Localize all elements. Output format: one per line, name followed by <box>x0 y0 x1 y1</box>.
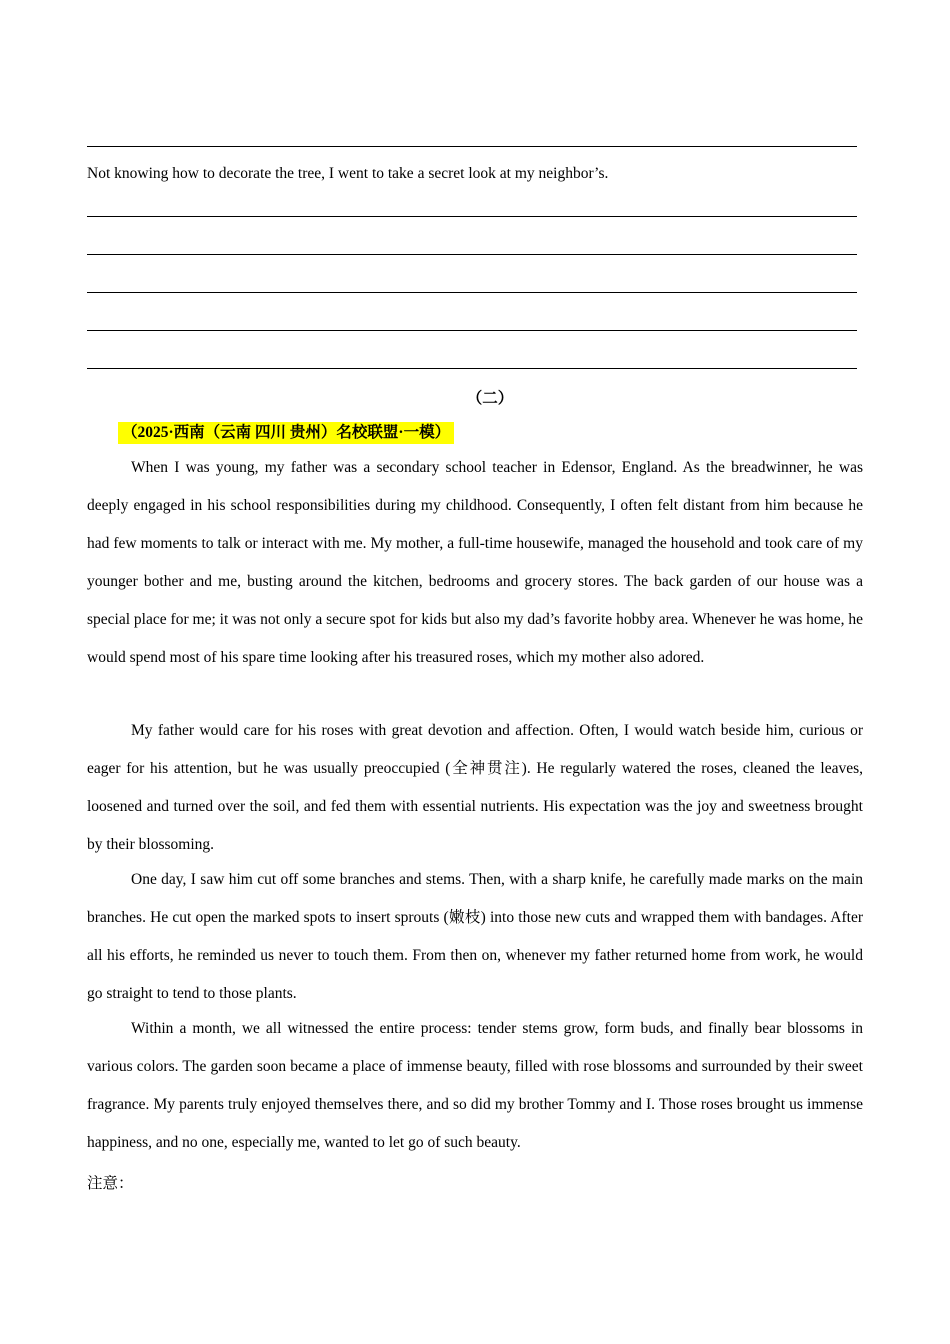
continuation-sentence: Not knowing how to decorate the tree, I went to take a secret look at my neighbor’s. <box>87 165 609 182</box>
answer-line <box>87 254 857 255</box>
answer-line <box>87 146 857 147</box>
source-tag: （2025·西南（云南 四川 贵州）名校联盟·一模） <box>118 422 454 444</box>
note-label: 注意： <box>87 1175 134 1192</box>
paragraph-4: Within a month, we all witnessed the entire process: tender stems grow, form buds, and finally bear blossoms in various colors. The garden soon became a place of immense beauty, filled with rose blossoms and surrounded by their sweet fragrance. My parents truly enjoyed themselves there, and so did my brother Tommy and I. Those roses brought us immense happiness, and no one, especially me, wanted to let go of such beauty. <box>87 1020 863 1151</box>
paragraph-2: My father would care for his roses with great devotion and affection. Often, I would watch beside him, curious or eager for his attention, but he was usually preoccupied (全神贯注). He regularly watered the roses, cleaned the leaves, loosened and turned over the soil, and fed them with essential nutrients. His expectation was the joy and sweetness brought by their blossoming. <box>87 722 863 853</box>
answer-line <box>87 292 857 293</box>
answer-line <box>87 368 857 369</box>
section-label: （二） <box>466 390 514 407</box>
paragraph-1: When I was young, my father was a secondary school teacher in Edensor, England. As the breadwinner, he was deeply engaged in his school responsibilities during my childhood. Consequently, I often felt distant from him because he had few moments to talk or interact with me. My mother, a full-time housewife, managed the household and took care of my younger bother and me, busting around the kitchen, bedrooms and grocery stores. The back garden of our house was a special place for me; it was not only a secure spot for kids but also my dad’s favorite hobby area. Whenever he was home, he would spend most of his spare time looking after his treasured roses, which my mother also adored. <box>87 459 863 666</box>
answer-line <box>87 216 857 217</box>
answer-line <box>87 330 857 331</box>
paragraph-3: One day, I saw him cut off some branches and stems. Then, with a sharp knife, he carefully made marks on the main branches. He cut open the marked spots to insert sprouts (嫩枝) into those new cuts and wrapped them with bandages. After all his efforts, he reminded us never to touch them. From then on, whenever my father returned home from work, he would go straight to tend to those plants. <box>87 871 863 1002</box>
